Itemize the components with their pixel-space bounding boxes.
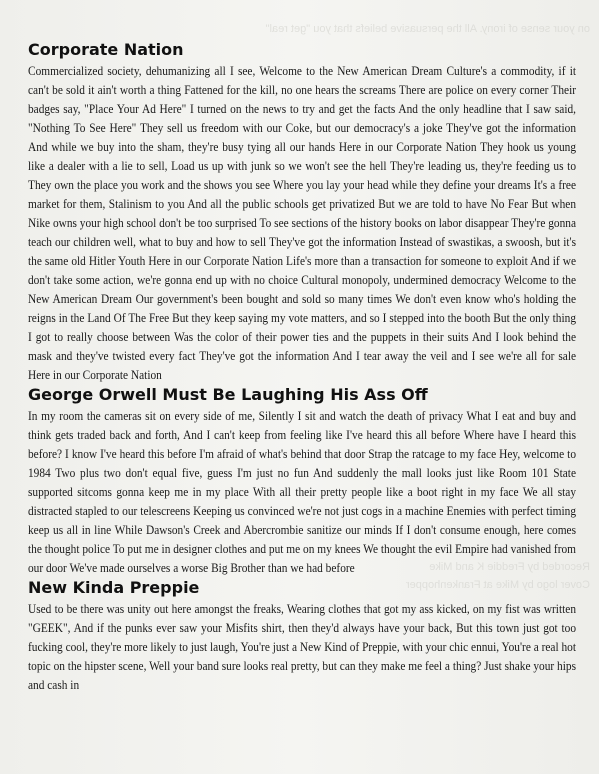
- bleed-through-line: on your sense of irony. All the persuasive beliefs that you "get real": [265, 23, 590, 35]
- bleed-through-line: Recorded by Freddie K and Mike: [429, 561, 590, 573]
- bleed-through-line: Cover logo by Mike at Frankenhopper: [405, 579, 590, 591]
- song-title: Corporate Nation: [28, 40, 184, 59]
- song-title: New Kinda Preppie: [28, 578, 200, 597]
- song-george-orwell: [28, 385, 576, 578]
- song-new-kinda-preppie: [28, 578, 576, 695]
- song-corporate-nation: [28, 40, 576, 385]
- song-lyrics: Commercialized society, dehumanizing all I see, Welcome to the New American Dream Culture's a commodity, if it can't be sold it ain't worth a thing Fattened for the kill, no one hears the screams There are police on every corner Their badges say, "Place Your Ad Here" I turned on the news to try and get the facts And the only headline that I saw said, "Nothing To See Here" They sell us freedom with our Coke, but our democracy's a joke They've got the information And while we buy into the sham, they're busy tying all our hands Here in our Corporate Nation They hook us young like a dealer with a lie to sell, Load us up with junk so we won't see the hell They're leading us, they're feeding us to They own the place you work and the shows you see Where you lay your head while they define your dreams It's a free market for them, Stalinism to you And all the public schools get privatized But we are told to have No Fear But when Nike owns your high school don't be too surprised To see sections of the history books on labor disappear They're gonna teach our children well, what to buy and how to sell They've got the information Instead of swastikas, a swoosh, but it's the same old Hitler Youth Here in our Corporate Nation Life's more than a transaction for someone to exploit And if we don't take some action, we're gonna end up with no choice Cultural monopoly, undermined democracy Welcome to the New American Dream Our government's been bought and sold so many times We don't even know who's holding the reigns in the Land Of The Free But they keep saying my vote matters, and so I stepped into the booth But the only thing I got to really choose between Was the color of their power ties and the puppets in their suits And I look behind the mask and they've twisted every fact They've got the information And I tear away the veil and I see we're all for sale Here in our Corporate Nation: [28, 64, 577, 382]
- song-lyrics: In my room the cameras sit on every side of me, Silently I sit and watch the death of privacy What I eat and buy and think gets traded back and forth, And I can't keep from feeling like I've heard this all before Where have I heard this before? I know I've heard this before I'm afraid of what's behind that door Strap the ratcage to my face Hey, welcome to 1984 Two plus two don't equal five, guess I'm just no fun And suddenly the mall looks just like Room 101 State supported sitcoms gonna keep me in my place With all their pretty people like a boot right in my face We all stay distracted stapled to our telescreens Keeping us convinced we're not just cogs in a machine Enemies with perfect timing keep us all in line While Dawson's Creek and Abercrombie sanitize our minds If I don't consume enough, here comes the thought police To put me in designer clothes and put me on my knees We thought the evil Empire had vanished from our door We've made ourselves a worse Big Brother than we had before: [28, 409, 577, 575]
- lyrics-column: [28, 40, 576, 695]
- song-lyrics: Used to be there was unity out here amongst the freaks, Wearing clothes that got my ass kicked, on my fist was written "GEEK", And if the punks ever saw your Misfits shirt, then they'd always have your back, But this town just got too fucking cool, they're more likely to just laugh, You're just a New Kind of Preppie, with your chic ennui, You're a real hot topic on the hipster scene, Well your band sure looks real pretty, but can they make me feel a thing? Just shake your hips and cash in: [28, 602, 577, 692]
- song-title: George Orwell Must Be Laughing His Ass Off: [28, 385, 428, 404]
